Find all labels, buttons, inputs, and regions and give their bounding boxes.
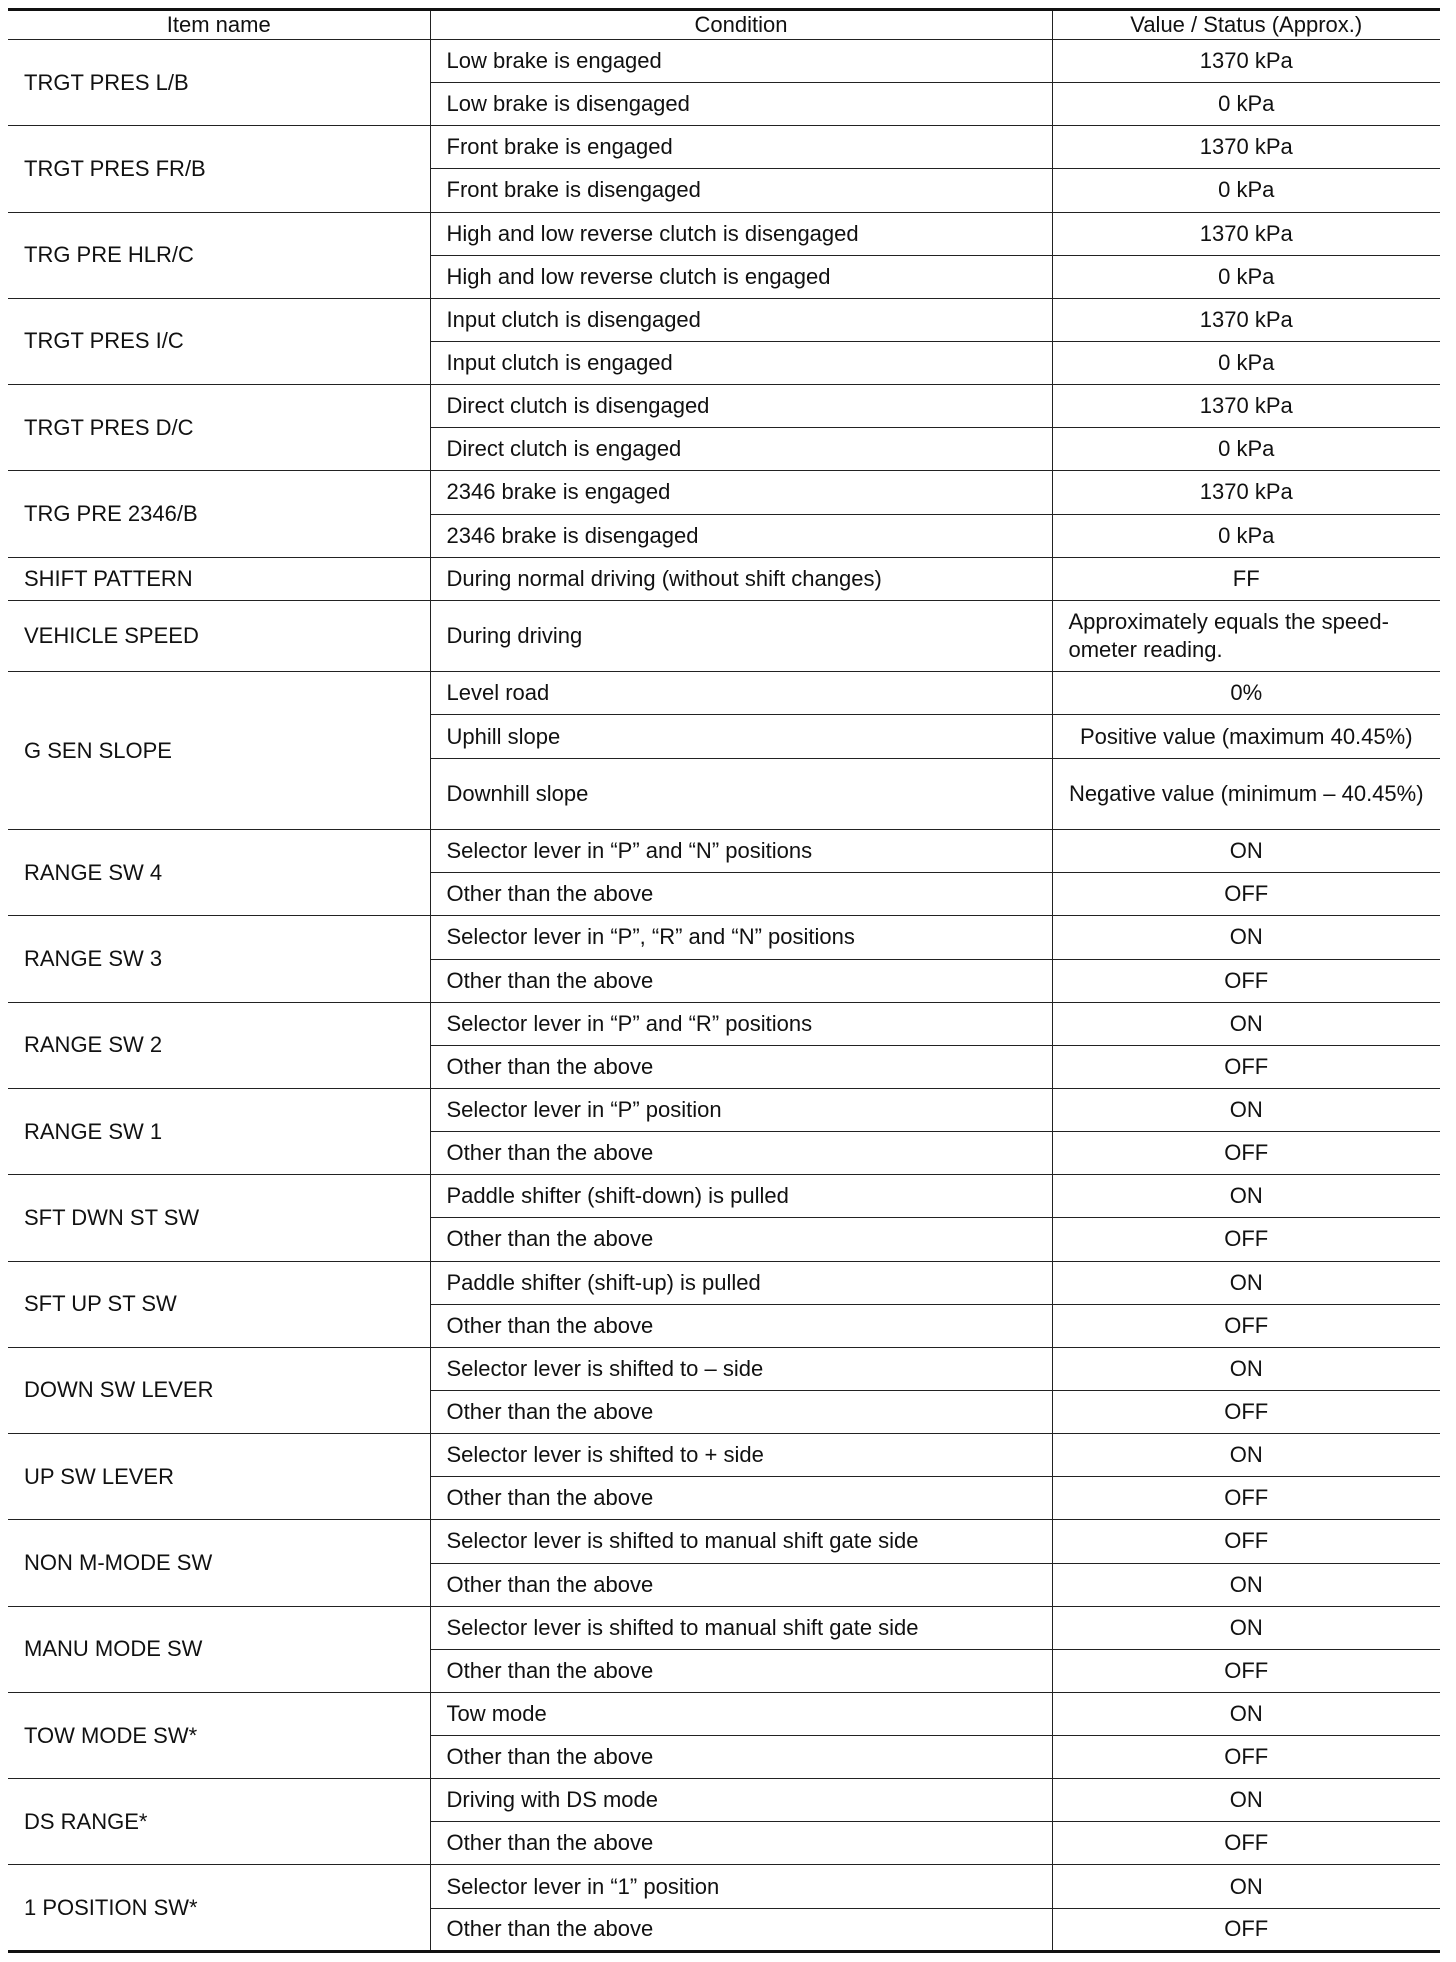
value-cell: ON	[1052, 830, 1440, 873]
table-body	[8, 40, 1440, 1952]
condition-cell: Paddle shifter (shift-up) is pulled	[430, 1261, 1052, 1304]
value-cell: OFF	[1052, 1132, 1440, 1175]
item-name-cell: RANGE SW 1	[8, 1088, 430, 1174]
header-value-status: Value / Status (Approx.)	[1052, 10, 1440, 40]
condition-cell: Selector lever in “P” position	[430, 1088, 1052, 1131]
table-row	[8, 471, 1440, 514]
condition-cell: Selector lever in “P” and “N” positions	[430, 830, 1052, 873]
condition-cell: High and low reverse clutch is engaged	[430, 255, 1052, 298]
value-cell: 1370 kPa	[1052, 40, 1440, 83]
value-cell: 1370 kPa	[1052, 385, 1440, 428]
value-cell: ON	[1052, 1175, 1440, 1218]
table-row	[8, 385, 1440, 428]
condition-cell: Other than the above	[430, 1045, 1052, 1088]
condition-cell: Other than the above	[430, 1218, 1052, 1261]
value-cell: 0 kPa	[1052, 169, 1440, 212]
condition-cell: Other than the above	[430, 873, 1052, 916]
value-cell: 1370 kPa	[1052, 298, 1440, 341]
value-cell: OFF	[1052, 1822, 1440, 1865]
item-name-cell: TRGT PRES FR/B	[8, 126, 430, 212]
condition-cell: High and low reverse clutch is disengaged	[430, 212, 1052, 255]
table-row	[8, 1520, 1440, 1563]
table-row	[8, 916, 1440, 959]
condition-cell: Low brake is disengaged	[430, 83, 1052, 126]
item-name-cell: RANGE SW 3	[8, 916, 430, 1002]
condition-cell: During driving	[430, 600, 1052, 672]
header-condition: Condition	[430, 10, 1052, 40]
table-row	[8, 1347, 1440, 1390]
condition-cell: Tow mode	[430, 1692, 1052, 1735]
condition-cell: Selector lever in “1” position	[430, 1865, 1052, 1908]
value-cell: OFF	[1052, 1649, 1440, 1692]
table-row	[8, 40, 1440, 83]
table-row	[8, 830, 1440, 873]
condition-cell: Direct clutch is disengaged	[430, 385, 1052, 428]
value-cell: FF	[1052, 557, 1440, 600]
condition-cell: Other than the above	[430, 959, 1052, 1002]
condition-cell: Downhill slope	[430, 758, 1052, 830]
item-name-cell: VEHICLE SPEED	[8, 600, 430, 672]
condition-cell: During normal driving (without shift changes)	[430, 557, 1052, 600]
item-name-cell: TRGT PRES L/B	[8, 40, 430, 126]
value-cell: 1370 kPa	[1052, 471, 1440, 514]
condition-cell: Selector lever is shifted to – side	[430, 1347, 1052, 1390]
value-cell: 0 kPa	[1052, 255, 1440, 298]
value-cell: OFF	[1052, 1218, 1440, 1261]
value-cell: Negative value (minimum – 40.45%)	[1052, 758, 1440, 830]
value-cell: 0 kPa	[1052, 341, 1440, 384]
data-monitor-table	[8, 8, 1440, 1953]
item-name-cell: TRGT PRES I/C	[8, 298, 430, 384]
condition-cell: Other than the above	[430, 1563, 1052, 1606]
condition-cell: Other than the above	[430, 1908, 1052, 1951]
condition-cell: Input clutch is engaged	[430, 341, 1052, 384]
header-item-name: Item name	[8, 10, 430, 40]
value-cell: OFF	[1052, 1477, 1440, 1520]
table-row	[8, 1002, 1440, 1045]
condition-cell: Level road	[430, 672, 1052, 715]
item-name-cell: UP SW LEVER	[8, 1434, 430, 1520]
condition-cell: Selector lever is shifted to manual shift gate side	[430, 1520, 1052, 1563]
condition-cell: Other than the above	[430, 1477, 1052, 1520]
item-name-cell: TRG PRE 2346/B	[8, 471, 430, 557]
condition-cell: Selector lever in “P”, “R” and “N” positions	[430, 916, 1052, 959]
table-row	[8, 1779, 1440, 1822]
condition-cell: 2346 brake is engaged	[430, 471, 1052, 514]
value-cell: ON	[1052, 1434, 1440, 1477]
value-cell: 0 kPa	[1052, 83, 1440, 126]
value-cell: OFF	[1052, 1304, 1440, 1347]
value-cell: 1370 kPa	[1052, 212, 1440, 255]
condition-cell: Uphill slope	[430, 715, 1052, 758]
value-cell: ON	[1052, 1088, 1440, 1131]
item-name-cell: DOWN SW LEVER	[8, 1347, 430, 1433]
condition-cell: Selector lever in “P” and “R” positions	[430, 1002, 1052, 1045]
item-name-cell: RANGE SW 2	[8, 1002, 430, 1088]
value-cell: 0 kPa	[1052, 514, 1440, 557]
value-cell: 0 kPa	[1052, 428, 1440, 471]
table-row	[8, 557, 1440, 600]
table-row	[8, 1692, 1440, 1735]
condition-cell: Front brake is disengaged	[430, 169, 1052, 212]
table-row	[8, 298, 1440, 341]
item-name-cell: SFT UP ST SW	[8, 1261, 430, 1347]
item-name-cell: TRGT PRES D/C	[8, 385, 430, 471]
value-cell: ON	[1052, 1002, 1440, 1045]
value-cell: OFF	[1052, 1736, 1440, 1779]
value-cell: ON	[1052, 1347, 1440, 1390]
value-cell: OFF	[1052, 873, 1440, 916]
condition-cell: Other than the above	[430, 1736, 1052, 1779]
table-row	[8, 600, 1440, 672]
table-row	[8, 1261, 1440, 1304]
table-row	[8, 1865, 1440, 1908]
value-cell: OFF	[1052, 1520, 1440, 1563]
table-row	[8, 212, 1440, 255]
item-name-cell: TOW MODE SW*	[8, 1692, 430, 1778]
header-row	[8, 10, 1440, 40]
item-name-cell: G SEN SLOPE	[8, 672, 430, 830]
item-name-cell: MANU MODE SW	[8, 1606, 430, 1692]
value-cell: Approximately equals the speed-ometer reading.	[1052, 600, 1440, 672]
condition-cell: Other than the above	[430, 1390, 1052, 1433]
condition-cell: Other than the above	[430, 1822, 1052, 1865]
value-cell: OFF	[1052, 1390, 1440, 1433]
condition-cell: Selector lever is shifted to manual shift gate side	[430, 1606, 1052, 1649]
table-row	[8, 1434, 1440, 1477]
value-cell: OFF	[1052, 1045, 1440, 1088]
condition-cell: 2346 brake is disengaged	[430, 514, 1052, 557]
table-row	[8, 1175, 1440, 1218]
item-name-cell: SFT DWN ST SW	[8, 1175, 430, 1261]
item-name-cell: NON M-MODE SW	[8, 1520, 430, 1606]
condition-cell: Selector lever is shifted to + side	[430, 1434, 1052, 1477]
value-cell: ON	[1052, 1692, 1440, 1735]
value-cell: ON	[1052, 916, 1440, 959]
table-row	[8, 126, 1440, 169]
table-row	[8, 1088, 1440, 1131]
value-cell: ON	[1052, 1261, 1440, 1304]
value-cell: ON	[1052, 1865, 1440, 1908]
condition-cell: Low brake is engaged	[430, 40, 1052, 83]
condition-cell: Direct clutch is engaged	[430, 428, 1052, 471]
value-cell: 1370 kPa	[1052, 126, 1440, 169]
value-cell: Positive value (maximum 40.45%)	[1052, 715, 1440, 758]
value-cell: 0%	[1052, 672, 1440, 715]
table-row	[8, 1606, 1440, 1649]
item-name-cell: 1 POSITION SW*	[8, 1865, 430, 1952]
item-name-cell: DS RANGE*	[8, 1779, 430, 1865]
condition-cell: Other than the above	[430, 1304, 1052, 1347]
table-row	[8, 672, 1440, 715]
value-cell: OFF	[1052, 1908, 1440, 1951]
item-name-cell: SHIFT PATTERN	[8, 557, 430, 600]
value-cell: ON	[1052, 1779, 1440, 1822]
condition-cell: Driving with DS mode	[430, 1779, 1052, 1822]
condition-cell: Input clutch is disengaged	[430, 298, 1052, 341]
condition-cell: Front brake is engaged	[430, 126, 1052, 169]
condition-cell: Paddle shifter (shift-down) is pulled	[430, 1175, 1052, 1218]
value-cell: ON	[1052, 1606, 1440, 1649]
value-cell: OFF	[1052, 959, 1440, 1002]
item-name-cell: TRG PRE HLR/C	[8, 212, 430, 298]
item-name-cell: RANGE SW 4	[8, 830, 430, 916]
condition-cell: Other than the above	[430, 1132, 1052, 1175]
value-cell: ON	[1052, 1563, 1440, 1606]
condition-cell: Other than the above	[430, 1649, 1052, 1692]
